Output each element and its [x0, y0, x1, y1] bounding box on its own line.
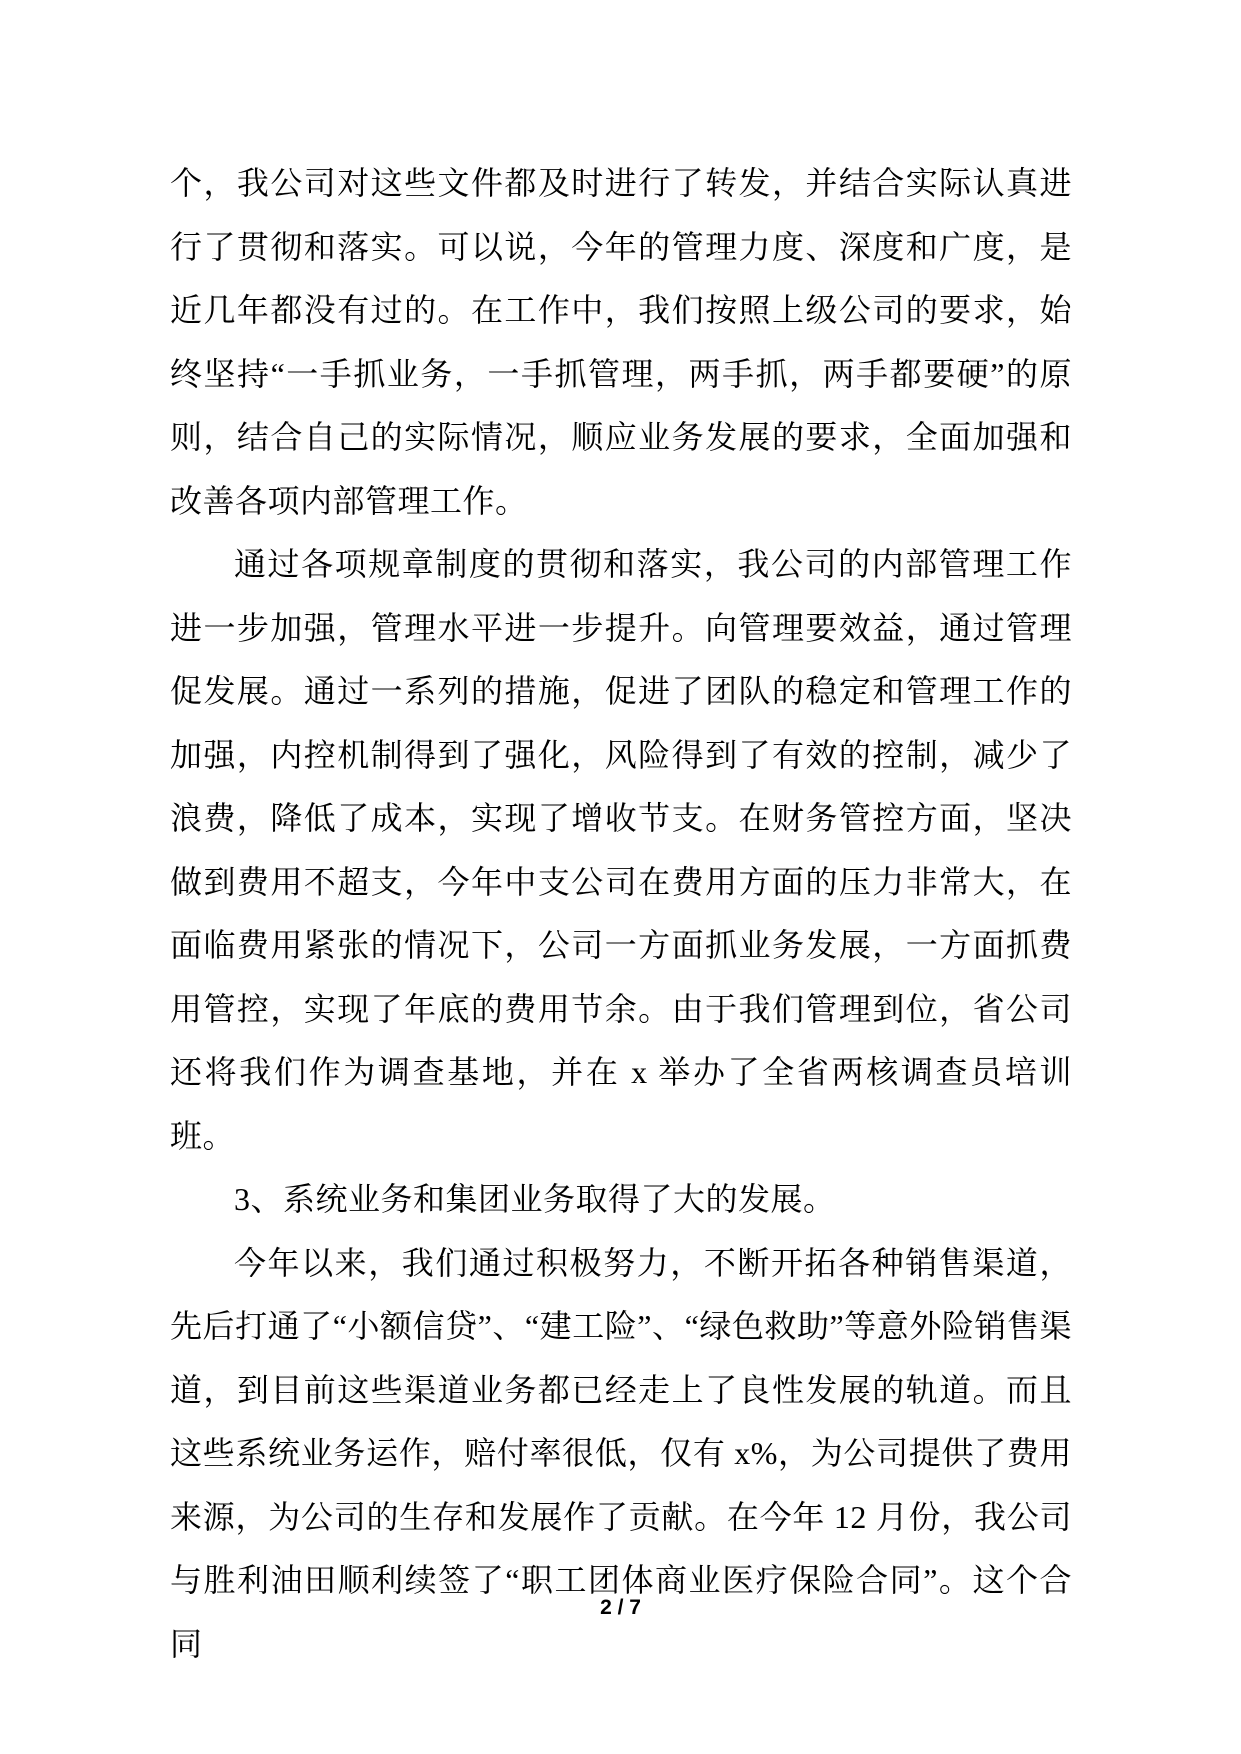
paragraph: 个，我公司对这些文件都及时进行了转发，并结合实际认真进行了贯彻和落实。可以说，今年的管理力度、深度和广度，是近几年都没有过的。在工作中，我们按照上级公司的要求，始终坚持“一手抓业务，一手抓管理，两手抓，两手都要硬”的原则，结合自己的实际情况，顺应业务发展的要求，全面加强和改善各项内部管理工作。: [170, 165, 1072, 519]
paragraph: 通过各项规章制度的贯彻和落实，我公司的内部管理工作进一步加强，管理水平进一步提升。向管理要效益，通过管理促发展。通过一系列的措施，促进了团队的稳定和管理工作的加强，内控机制得到了强化，风险得到了有效的控制，减少了浪费，降低了成本，实现了增收节支。在财务管控方面，坚决做到费用不超支，今年中支公司在费用方面的压力非常大，在面临费用紧张的情况下，公司一方面抓业务发展，一方面抓费用管控，实现了年底的费用节余。由于我们管理到位，省公司还将我们作为调查基地，并在 x 举办了全省两核调查员培训班。: [170, 546, 1072, 1154]
paragraph: 今年以来，我们通过积极努力，不断开拓各种销售渠道，先后打通了“小额信贷”、“建工险”、“绿色救助”等意外险销售渠道，到目前这些渠道业务都已经走上了良性发展的轨道。而且这些系统业务运作，赔付率很低，仅有 x%，为公司提供了费用来源，为公司的生存和发展作了贡献。在今年 12 月份，我公司与胜利油田顺利续签了“职工团体商业医疗保险合同”。这个合同: [170, 1244, 1072, 1662]
document-body: [170, 152, 1072, 1676]
paragraph-numbered-item: 3、系统业务和集团业务取得了大的发展。: [234, 1181, 836, 1217]
page-number: 2 / 7: [600, 1596, 641, 1619]
